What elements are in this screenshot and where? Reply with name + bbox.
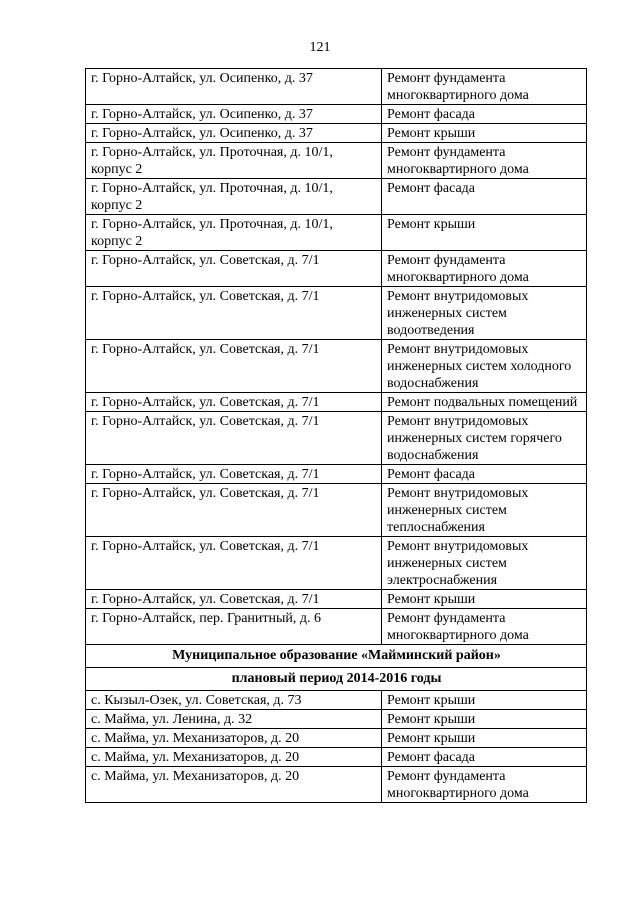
address-cell: г. Горно-Алтайск, ул. Советская, д. 7/1 <box>86 537 382 590</box>
work-type-cell: Ремонт внутридомовых инженерных систем электроснабжения <box>382 537 587 590</box>
address-cell: с. Майма, ул. Механизаторов, д. 20 <box>86 767 382 803</box>
section-header-row <box>86 668 587 691</box>
table-row <box>86 340 587 393</box>
work-type-cell: Ремонт фасада <box>382 748 587 767</box>
work-type-cell: Ремонт фундамента многоквартирного дома <box>382 609 587 645</box>
work-type-cell: Ремонт фасада <box>382 179 587 215</box>
table-row <box>86 215 587 251</box>
table-row <box>86 105 587 124</box>
table-row <box>86 124 587 143</box>
work-type-cell: Ремонт крыши <box>382 215 587 251</box>
section-title: Муниципальное образование «Майминский район» <box>86 645 587 668</box>
table-row <box>86 287 587 340</box>
work-type-cell: Ремонт фасада <box>382 105 587 124</box>
repair-works-table <box>85 68 587 803</box>
work-type-cell: Ремонт фундамента многоквартирного дома <box>382 251 587 287</box>
work-type-cell: Ремонт крыши <box>382 710 587 729</box>
table-row <box>86 143 587 179</box>
work-type-cell: Ремонт фундамента многоквартирного дома <box>382 69 587 105</box>
address-cell: г. Горно-Алтайск, ул. Советская, д. 7/1 <box>86 412 382 465</box>
table-row <box>86 537 587 590</box>
work-type-cell: Ремонт фасада <box>382 465 587 484</box>
address-cell: г. Горно-Алтайск, ул. Осипенко, д. 37 <box>86 105 382 124</box>
table-body <box>86 69 587 803</box>
work-type-cell: Ремонт крыши <box>382 590 587 609</box>
work-type-cell: Ремонт фундамента многоквартирного дома <box>382 767 587 803</box>
page-number: 121 <box>309 40 331 55</box>
address-cell: г. Горно-Алтайск, ул. Проточная, д. 10/1, корпус 2 <box>86 215 382 251</box>
address-cell: г. Горно-Алтайск, ул. Осипенко, д. 37 <box>86 124 382 143</box>
address-cell: с. Майма, ул. Ленина, д. 32 <box>86 710 382 729</box>
table-row <box>86 393 587 412</box>
table-row <box>86 609 587 645</box>
address-cell: г. Горно-Алтайск, ул. Советская, д. 7/1 <box>86 484 382 537</box>
address-cell: с. Майма, ул. Механизаторов, д. 20 <box>86 729 382 748</box>
table-row <box>86 179 587 215</box>
work-type-cell: Ремонт крыши <box>382 124 587 143</box>
table-row <box>86 69 587 105</box>
table-row <box>86 465 587 484</box>
work-type-cell: Ремонт внутридомовых инженерных систем водоотведения <box>382 287 587 340</box>
table-row <box>86 691 587 710</box>
section-title: плановый период 2014-2016 годы <box>86 668 587 691</box>
address-cell: с. Кызыл-Озек, ул. Советская, д. 73 <box>86 691 382 710</box>
address-cell: г. Горно-Алтайск, ул. Советская, д. 7/1 <box>86 590 382 609</box>
address-cell: г. Горно-Алтайск, пер. Гранитный, д. 6 <box>86 609 382 645</box>
table-row <box>86 710 587 729</box>
address-cell: г. Горно-Алтайск, ул. Советская, д. 7/1 <box>86 393 382 412</box>
work-type-cell: Ремонт внутридомовых инженерных систем горячего водоснабжения <box>382 412 587 465</box>
table-row <box>86 729 587 748</box>
address-cell: с. Майма, ул. Механизаторов, д. 20 <box>86 748 382 767</box>
address-cell: г. Горно-Алтайск, ул. Советская, д. 7/1 <box>86 251 382 287</box>
address-cell: г. Горно-Алтайск, ул. Проточная, д. 10/1, корпус 2 <box>86 179 382 215</box>
address-cell: г. Горно-Алтайск, ул. Осипенко, д. 37 <box>86 69 382 105</box>
work-type-cell: Ремонт подвальных помещений <box>382 393 587 412</box>
table-row <box>86 590 587 609</box>
work-type-cell: Ремонт фундамента многоквартирного дома <box>382 143 587 179</box>
table-row <box>86 412 587 465</box>
work-type-cell: Ремонт крыши <box>382 691 587 710</box>
section-header-row <box>86 645 587 668</box>
table-row <box>86 767 587 803</box>
address-cell: г. Горно-Алтайск, ул. Проточная, д. 10/1, корпус 2 <box>86 143 382 179</box>
work-type-cell: Ремонт внутридомовых инженерных систем теплоснабжения <box>382 484 587 537</box>
address-cell: г. Горно-Алтайск, ул. Советская, д. 7/1 <box>86 287 382 340</box>
table-row <box>86 484 587 537</box>
address-cell: г. Горно-Алтайск, ул. Советская, д. 7/1 <box>86 465 382 484</box>
table-row <box>86 251 587 287</box>
work-type-cell: Ремонт крыши <box>382 729 587 748</box>
table-row <box>86 748 587 767</box>
address-cell: г. Горно-Алтайск, ул. Советская, д. 7/1 <box>86 340 382 393</box>
work-type-cell: Ремонт внутридомовых инженерных систем холодного водоснабжения <box>382 340 587 393</box>
